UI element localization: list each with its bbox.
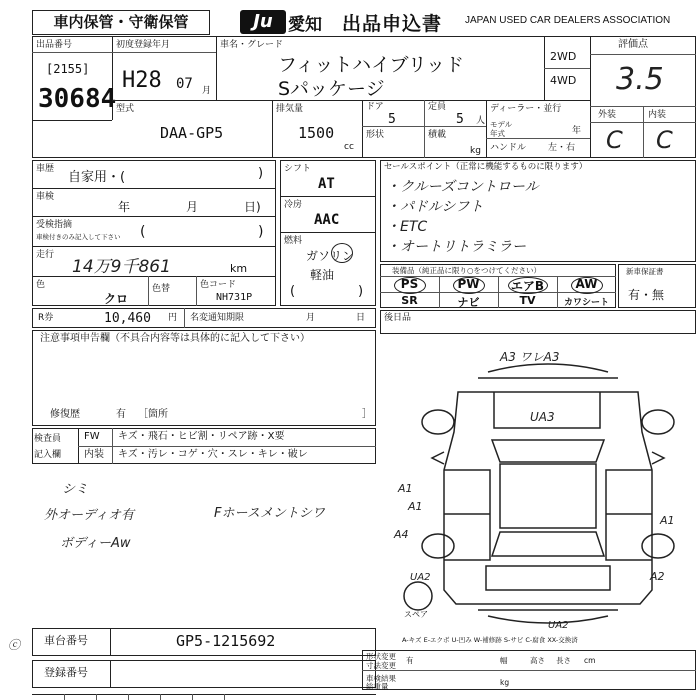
equipment-leather: カワシート — [563, 298, 609, 308]
after-day-label: 後日品 — [384, 313, 412, 323]
mileage-value: 14万9千861 — [72, 257, 171, 277]
chassis-label: 車台番号 — [44, 634, 88, 647]
displacement-unit: cc — [344, 142, 354, 152]
header-aichi: 愛知 — [288, 15, 322, 35]
handle-lr: 左・右 — [548, 143, 576, 153]
equipment-ps: PS — [400, 277, 419, 291]
load-unit: kg — [470, 146, 481, 156]
storage-badge: 車内保管・守衛保管 — [32, 10, 210, 35]
exterior-label: 外装 — [598, 110, 617, 120]
diagram-mark-left: A1 — [408, 500, 423, 513]
score-label: 評価点 — [618, 39, 648, 50]
inspector-label: 検査員 — [34, 434, 62, 444]
history-value: 自家用・( — [68, 170, 126, 185]
acceptance-paren-close: ) — [258, 224, 264, 240]
name-change-day: 日 — [356, 313, 366, 323]
displacement-label: 排気量 — [276, 104, 304, 114]
warranty-label: 新車保証書 — [626, 267, 664, 276]
model-name-line2: Sパッケージ — [278, 78, 385, 100]
equipment-label: 装備品（純正品に限り○をつけてください） — [392, 266, 542, 275]
registration-month-unit: 月 — [202, 86, 212, 96]
plate-label: 登録番号 — [44, 666, 88, 679]
doors-value: 5 — [388, 112, 396, 127]
diagram-mark-right: A1 — [660, 514, 675, 527]
name-change-label: 名変通知期限 — [190, 313, 245, 323]
fuel-diesel: 軽油 — [310, 268, 335, 282]
association-name: JAPAN USED CAR DEALERS ASSOCIATION — [465, 15, 671, 26]
type-value: DAA-GP5 — [160, 124, 224, 142]
acceptance-paren-open: ( — [140, 224, 146, 240]
recycle-unit: 円 — [168, 313, 178, 323]
history-label: 車歴 — [36, 164, 55, 174]
shift-value: AT — [318, 176, 335, 192]
registration-label: 初度登録年月 — [116, 40, 171, 50]
capacity-label: 定員 — [428, 102, 447, 112]
drive-2wd: 2WD — [550, 50, 577, 63]
aircon-label: 冷房 — [284, 200, 303, 210]
mileage-label: 走行 — [36, 250, 55, 260]
remarks-label: 記入欄 — [34, 450, 62, 460]
damage-legend: A-キズ E-エクボ U-凹み W-補修跡 S-サビ C-腐食 XX-交換済 — [402, 636, 578, 644]
sales-point-item: ・オートリトラミラー — [386, 239, 526, 255]
sales-point-item: ・クルーズコントロール — [386, 179, 539, 195]
color-label: 色 — [36, 280, 46, 290]
fuel-label: 燃料 — [284, 236, 303, 246]
result-label: 車検結果 — [366, 674, 396, 683]
repair-close: ］ — [362, 409, 372, 420]
fuel-gasoline: ガソリン — [306, 249, 355, 263]
sales-point-item: ・ETC — [386, 219, 428, 235]
aircon-value: AAC — [314, 212, 340, 228]
margin-mark: ⓒ — [8, 638, 21, 652]
registration-era-year: H28 — [122, 68, 162, 93]
displacement-value: 1500 — [298, 124, 335, 142]
diagram-mark-left: A1 — [398, 482, 413, 495]
width-label: 幅 — [500, 656, 508, 665]
interior-items: キズ・汚レ・コゲ・穴・スレ・キレ・破レ — [118, 449, 308, 460]
inspection-month: 月 — [186, 200, 199, 214]
equipment-navi: ナビ — [457, 296, 480, 309]
exterior-grade: C — [606, 126, 623, 154]
color-code-label: 色コード — [200, 280, 237, 290]
spare-label: スペア — [404, 610, 428, 619]
handwritten-note: Fホースメントシワ — [214, 506, 325, 521]
dim-change-label: 寸法変更 — [366, 661, 396, 670]
shift-label: シフト — [284, 164, 312, 174]
load-label: 積載 — [428, 130, 447, 140]
diagram-mark-right: UA2 — [548, 620, 569, 631]
handwritten-note: 外オーディオ有 — [44, 508, 134, 523]
height-label: 高さ — [530, 656, 545, 665]
page-title: 出品申込書 — [342, 13, 443, 35]
diagram-mark-left: UA2 — [410, 572, 431, 583]
lot-number: 30684 — [38, 84, 117, 114]
color-code-value: NH731P — [216, 292, 253, 303]
repair-label: 修復歴 — [50, 409, 80, 420]
shape-change-label: 形状変更 — [366, 652, 396, 661]
registration-month: 07 — [176, 76, 193, 92]
diagram-mark-right: A2 — [650, 570, 665, 583]
drive-4wd: 4WD — [550, 74, 577, 87]
acceptance-sub: 車検付きのみ記入して下さい — [36, 233, 121, 241]
history-paren-close: ) — [258, 166, 264, 181]
recycle-value: 10,460 — [104, 311, 151, 326]
interior-grade: C — [656, 126, 673, 154]
year-unit: 年 — [572, 126, 582, 136]
recycle-label: R券 — [38, 313, 54, 323]
capacity-unit: 人 — [476, 116, 486, 126]
sales-point-item: ・パドルシフト — [386, 199, 484, 215]
doors-label: ドア — [366, 102, 384, 112]
handle-label: ハンドル — [490, 143, 527, 153]
diagram-mark-left: A4 — [394, 528, 409, 541]
equipment-aw: AW — [575, 277, 598, 291]
repair-value: 有 — [116, 409, 126, 420]
score-value: 3.5 — [616, 62, 664, 97]
fw-items: キズ・飛石・ヒビ割・リペア跡・X要 — [118, 431, 285, 442]
equipment-pw: PW — [457, 277, 480, 291]
equipment-tv: TV — [519, 294, 536, 307]
handwritten-note: シミ — [62, 482, 89, 497]
inspection-year: 年 — [118, 200, 131, 214]
sales-points-label: セールスポイント（正常に機能するものに限ります） — [384, 162, 588, 172]
handwritten-note: ボディーAw — [60, 536, 131, 551]
model-name-line1: フィットハイブリッド — [278, 54, 465, 76]
name-change-month: 月 — [306, 313, 316, 323]
type-label: 型式 — [116, 104, 135, 114]
fw-label: FW — [84, 431, 100, 442]
dealer-label: ディーラー・並行 — [490, 104, 562, 114]
cm-label: cm — [584, 656, 596, 665]
color-value: クロ — [104, 292, 129, 306]
length-label: 長さ — [556, 656, 571, 665]
warranty-value: 有・無 — [628, 288, 665, 302]
model-label: 車名・グレード — [220, 40, 284, 50]
mileage-unit: km — [230, 262, 248, 275]
equipment-airbag: エアB — [510, 279, 545, 293]
ju-logo: Ju — [240, 10, 286, 34]
lot-small-number: [2155] — [46, 62, 90, 76]
diagram-mark-top: A3 ワレA3 — [500, 350, 560, 364]
repair-place: ［箇所 — [138, 409, 168, 420]
capacity-value: 5 — [456, 112, 464, 127]
inspection-day: 日) — [244, 200, 261, 214]
equipment-sr: SR — [401, 294, 418, 307]
lot-label: 出品番号 — [36, 40, 73, 50]
kg-label: kg — [500, 678, 510, 687]
acceptance-label: 受検指摘 — [36, 220, 73, 230]
total-weight-label: 総重量 — [366, 682, 389, 691]
chassis-value: GP5-1215692 — [176, 632, 276, 650]
interior-check-label: 内装 — [84, 449, 104, 460]
fixed-label: 有 — [406, 656, 414, 665]
color-change-label: 色替 — [152, 284, 171, 294]
notes-label: 注意事項申告欄（不具合内容等は具体的に記入して下さい） — [40, 333, 310, 344]
model-year-label: モデル 年式 — [490, 120, 513, 138]
inspection-label: 車検 — [36, 192, 55, 202]
fuel-paren-open: ( — [290, 284, 296, 299]
diagram-mark-roof: UA3 — [530, 410, 555, 424]
shape-label: 形状 — [366, 130, 385, 140]
interior-label: 内装 — [648, 110, 667, 120]
fuel-paren-close: ) — [358, 284, 364, 299]
